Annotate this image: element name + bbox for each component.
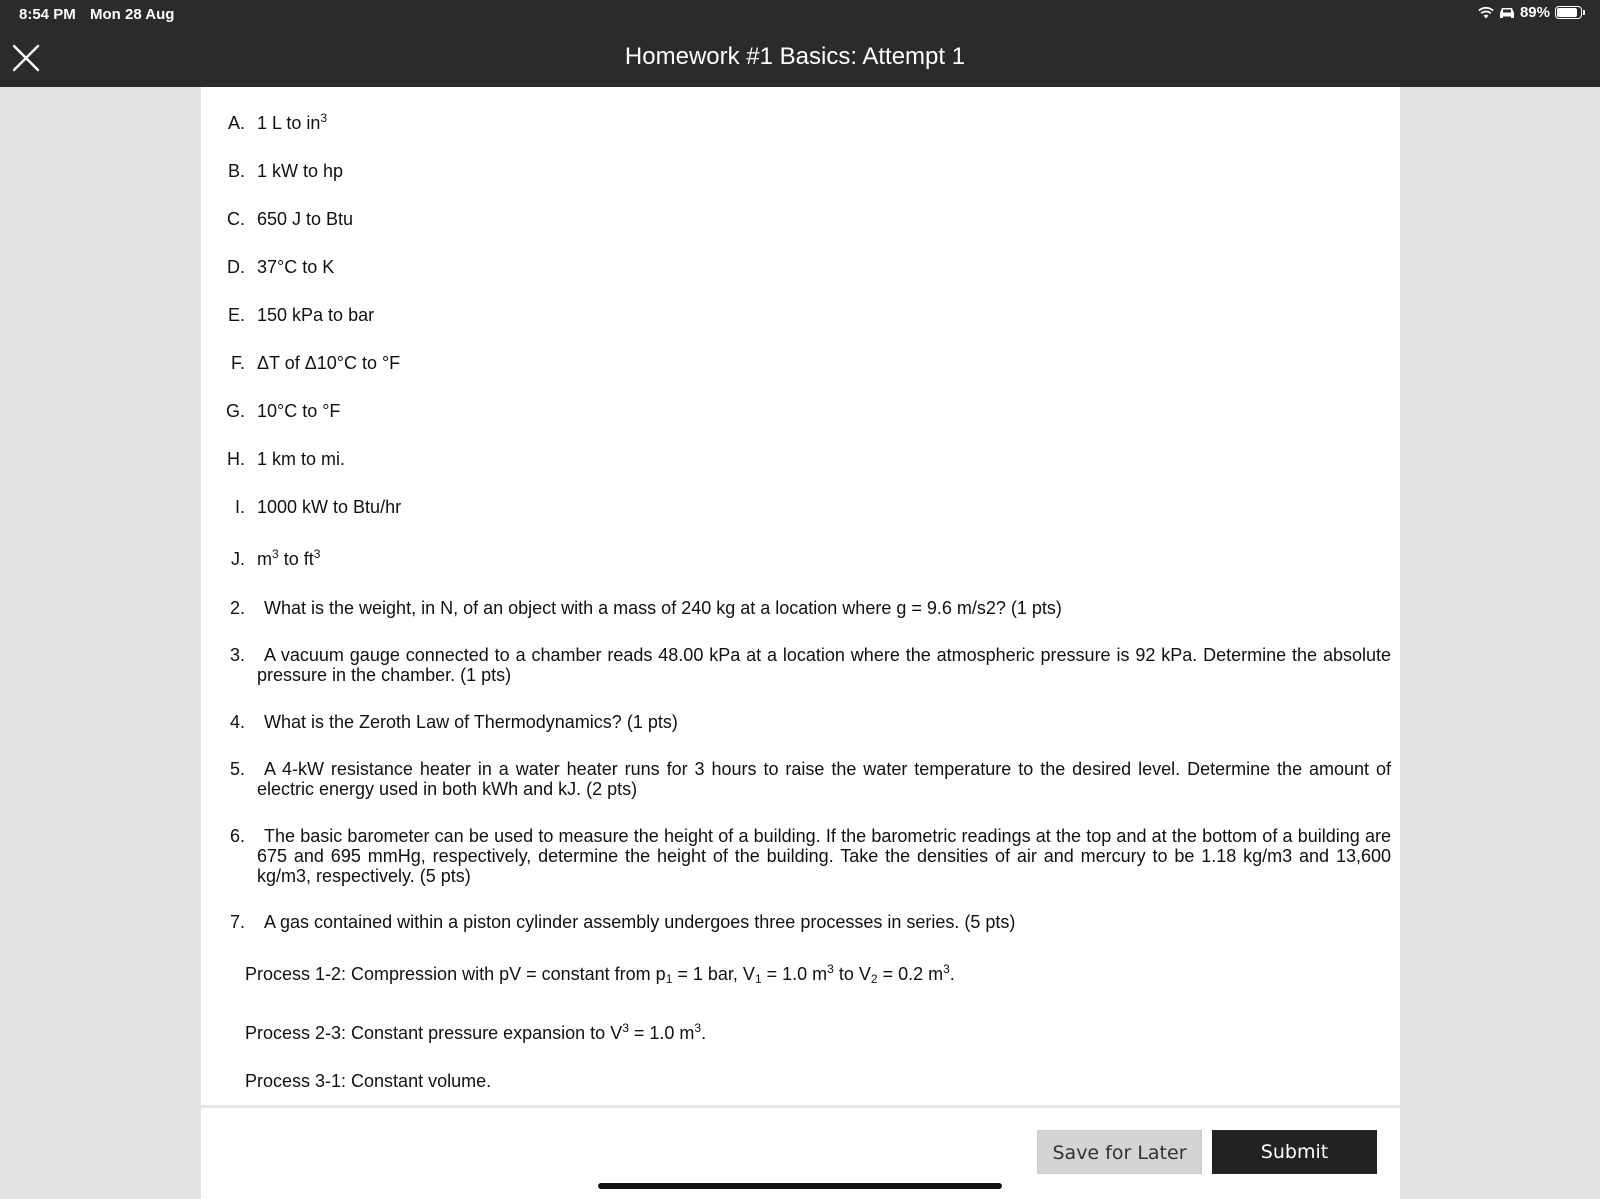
car-icon: [1499, 7, 1515, 19]
status-indicators: [1478, 4, 1582, 21]
page-title: Homework #1 Basics: Attempt 1: [624, 43, 966, 70]
process-1-2: Process 1-2: Compression with pV = constant from $p_1 = 1$ bar, $V_1 = 1.0$ $m^3$ to $V_2 = 0.2$ $m^3$.: [245, 962, 955, 986]
status-date: Mon 28 Aug: [90, 6, 175, 23]
battery-percent: 89%: [1519, 4, 1550, 21]
top-bar: [0, 0, 1600, 87]
question-panel: A. 1 L to $in^3$ B. 1 kW to hp C. 650 J to Btu D. 37°C to K E. 150 kPa to bar F. ΔT of Δ10°C to °F G. 10°C to °F H. 1 km to mi. I. 1000 kW to Btu/hr J. $m^3$ to $ft^3$ 2. What is the weight, in N, of an object with a mass of 240 kg at a location where g = 9.6 m/s2? (1 pts) 3. A vacuum gauge connected to a chamber reads 48.00 kPa at a location where the atmospheric pressure is 92 kPa. Determine the absolute pressure in the chamber. (1 pts) 4. What is the Zeroth Law of Thermodynamics? (1 pts) 5. A 4-kW resistance heater in a water heater runs for 3 hours to raise the water temperature to the desired level. Determine the amount of electric energy used in both kWh and kJ. (2 pts) 6. The basic barometer can be used to measure the height of a building. If the barometric readings at the top and at the bottom of a building are 675 and 695 mmHg, respectively, determine the height of the building. Take the densities of air and mercury to be 1.18 kg/m3 and 13,600 kg/m3, respectively. (5 pts) 7. A gas contained within a piston cylinder assembly undergoes three processes in series. (5 pts) Process 1-2: Compression with pV = constant from $p_1 = 1$ bar, $V_1 = 1.0$ $m^3$ to $V_2 = 0.2$ $m^3$. Process 2-3: Constant pressure expansion to $V^3 = 1.0$ $m^3$. Process 3-1: Constant volume.: [201, 87, 1400, 1105]
submit-button[interactable]: Submit: [1212, 1130, 1377, 1174]
process-2-3: Process 2-3: Constant pressure expansion to $V^3 = 1.0$ $m^3$.: [245, 1021, 707, 1043]
save-for-later-button[interactable]: Save for Later: [1037, 1130, 1202, 1174]
process-3-1: Process 3-1: Constant volume.: [245, 1071, 492, 1091]
home-indicator[interactable]: [598, 1183, 1002, 1189]
battery-icon: [1555, 6, 1582, 19]
wifi-icon: [1478, 6, 1494, 19]
status-time: 8:54 PM: [19, 6, 76, 23]
